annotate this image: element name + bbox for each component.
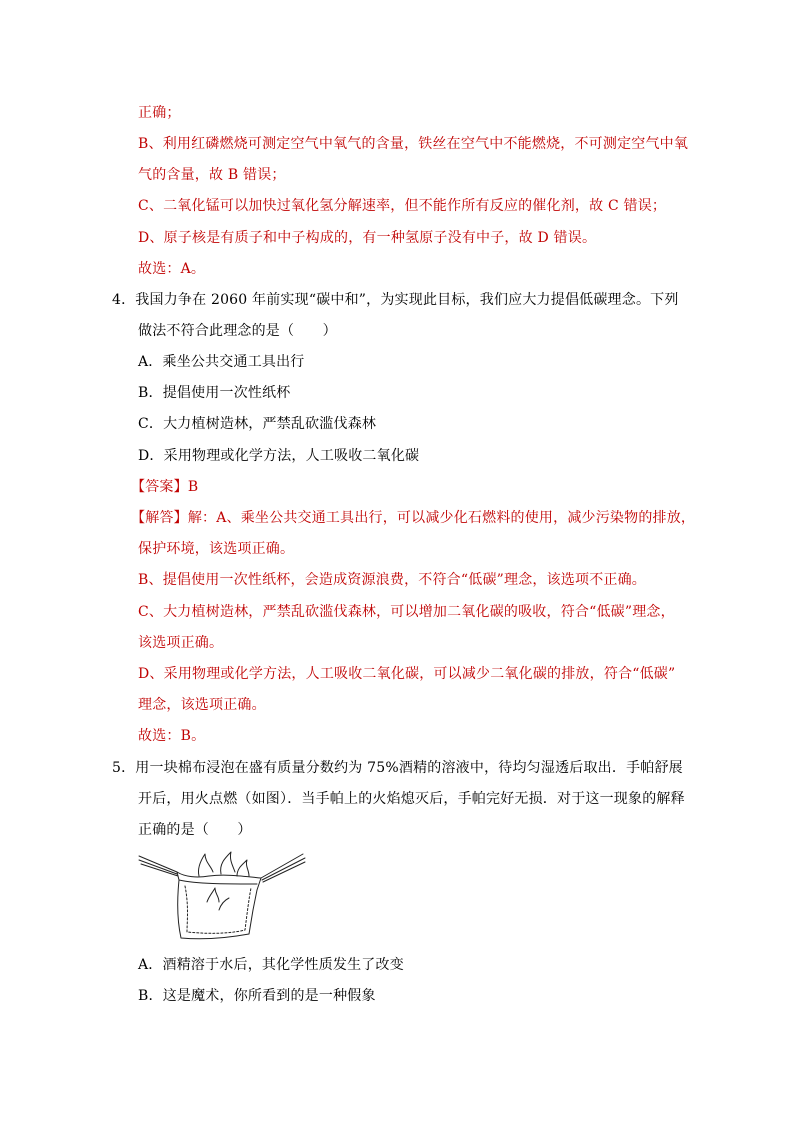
q4-option-a: A．乘坐公共交通工具出行 [138, 354, 305, 370]
q4-option-c: C．大力植树造林，严禁乱砍滥伐森林 [138, 416, 377, 432]
q4-analysis-option-b: B、提倡使用一次性纸杯，会造成资源浪费，不符合“低碳”理念，该选项不正确。 [138, 572, 647, 588]
q5-stem-line3: 正确的是（ ） [138, 822, 252, 838]
q4-analysis-option-d-line2: 理念，该选项正确。 [138, 697, 266, 713]
flame-reflection-icon [207, 888, 219, 902]
q4-stem-line2: 做法不符合此理念的是（ ） [138, 323, 337, 339]
flame-middle-icon [221, 852, 235, 874]
left-tong-line-2 [139, 860, 177, 874]
q5-option-b: B．这是魔术，你所看到的是一种假象 [138, 988, 376, 1004]
q4-option-d: D．采用物理或化学方法，人工吸收二氧化碳 [138, 448, 420, 464]
q4-analysis-line2: 保护环境，该选项正确。 [138, 541, 295, 557]
flame-right-icon [237, 860, 249, 876]
q4-answer [131, 477, 198, 497]
analysis-tag: 【解答】 [131, 510, 188, 526]
q4-analysis-option-c-line2: 该选项正确。 [138, 635, 224, 651]
q4-analysis-line1 [131, 508, 695, 528]
prev-analysis-option-d: D、原子核是有质子和中子构成的，有一种氢原子没有中子，故 D 错误。 [138, 230, 597, 246]
q4-analysis-option-c-line1: C、大力植树造林，严禁乱砍滥伐森林，可以增加二氧化碳的吸收，符合“低碳”理念， [138, 604, 675, 620]
flame-left-icon [198, 854, 213, 876]
right-tong-line-2 [262, 858, 305, 880]
prev-final-choice: 故选：A。 [138, 261, 206, 277]
flame-reflection-stroke [219, 898, 229, 910]
q4-analysis-option-d-line1: D、采用物理或化学方法，人工吸收二氧化碳，可以减少二氧化碳的排放，符合“低碳” [138, 666, 676, 682]
q5-stem-line2: 开后，用火点燃（如图）．当手帕上的火焰熄灭后，手帕完好无损．对于这一现象的解释 [138, 791, 685, 807]
prev-analysis-option-b-line1: B、利用红磷燃烧可测定空气中氧气的含量，铁丝在空气中不能燃烧，不可测定空气中氧 [138, 136, 689, 152]
handkerchief-fold [179, 880, 257, 884]
burning-handkerchief-figure [137, 850, 307, 945]
q4-option-b: B．提倡使用一次性纸杯 [138, 385, 291, 401]
handkerchief-seam [185, 886, 251, 933]
answer-tag: 【答案】 [131, 479, 188, 495]
q5-option-a: A．酒精溶于水后，其化学性质发生了改变 [138, 957, 404, 973]
q4-final-choice: 故选：B。 [138, 728, 206, 744]
q5-stem-line1: 5．用一块棉布浸泡在盛有质量分数约为 75%酒精的溶液中，待均匀湿透后取出．手帕舒展 [112, 760, 683, 776]
q4-stem-line1: 4．我国力争在 2060 年前实现“碳中和”，为实现此目标，我们应大力提倡低碳理念。下列 [112, 292, 679, 308]
prev-analysis-option-c: C、二氧化锰可以加快过氧化氢分解速率，但不能作所有反应的催化剂，故 C 错误； [138, 198, 667, 214]
answer-value: B [187, 479, 199, 495]
analysis-text: 解：A、乘坐公共交通工具出行，可以减少化石燃料的使用，减少污染物的排放， [187, 510, 696, 526]
prev-analysis-line: 正确； [138, 105, 181, 121]
prev-analysis-option-b-line2: 气的含量，故 B 错误； [138, 167, 286, 183]
